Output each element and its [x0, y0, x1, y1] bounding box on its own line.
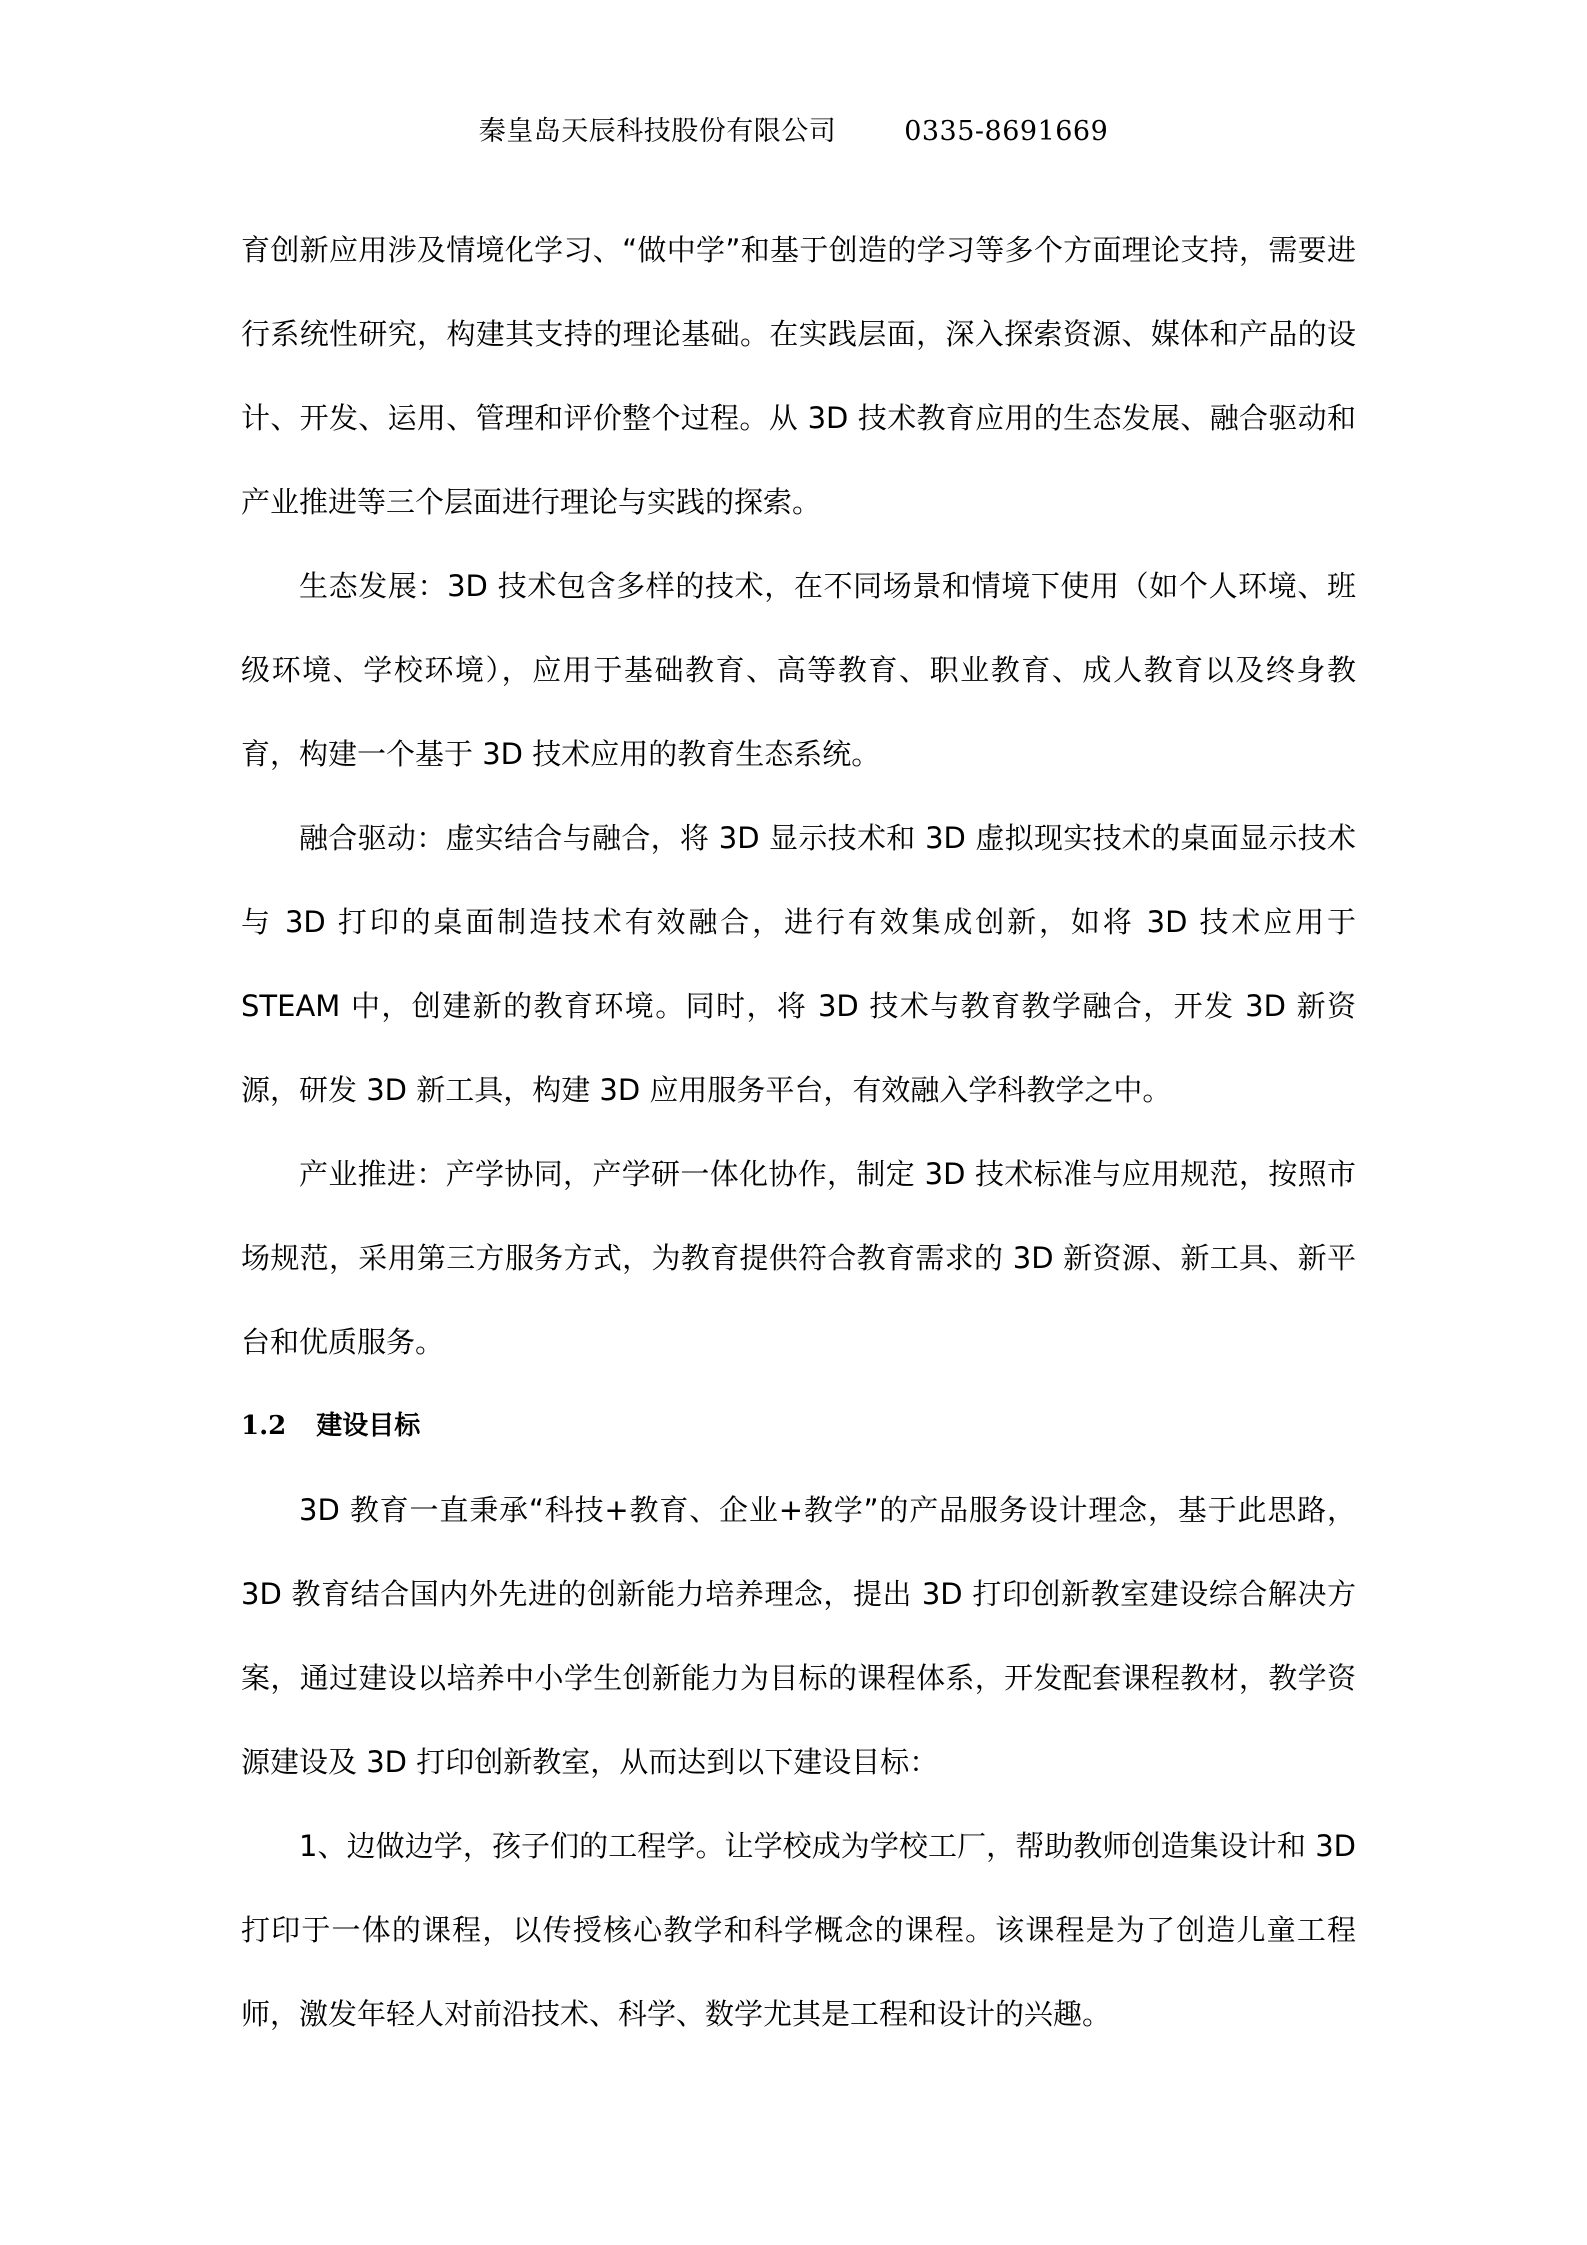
document-body	[241, 208, 1356, 2056]
section-number: 1.2	[241, 1411, 287, 1441]
paragraph-industry: 产业推进：产学协同，产学研一体化协作，制定 3D 技术标准与应用规范，按照市场规范，采用第三方服务方式，为教育提供符合教育需求的 3D 新资源、新工具、新平台和优质服务。	[241, 1157, 1356, 1359]
section-title: 建设目标	[316, 1411, 421, 1441]
header-company: 秦皇岛天辰科技股份有限公司	[478, 116, 837, 147]
paragraph-integration: 融合驱动：虚实结合与融合，将 3D 显示技术和 3D 虚拟现实技术的桌面显示技术与 3D 打印的桌面制造技术有效融合，进行有效集成创新，如将 3D 技术应用于 STEAM 中，创建新的教育环境。同时，将 3D 技术与教育教学融合，开发 3D 新资源，研发 3D 新工具，构建 3D 应用服务平台，有效融入学科教学之中。	[241, 821, 1356, 1107]
section-heading	[241, 1384, 1356, 1468]
paragraph-intro-continued: 育创新应用涉及情境化学习、“做中学”和基于创造的学习等多个方面理论支持，需要进行系统性研究，构建其支持的理论基础。在实践层面，深入探索资源、媒体和产品的设计、开发、运用、管理和评价整个过程。从 3D 技术教育应用的生态发展、融合驱动和产业推进等三个层面进行理论与实践的探索。	[241, 233, 1356, 519]
paragraph-ecology: 生态发展：3D 技术包含多样的技术，在不同场景和情境下使用（如个人环境、班级环境、学校环境），应用于基础教育、高等教育、职业教育、成人教育以及终身教育，构建一个基于 3D 技术应用的教育生态系统。	[241, 569, 1356, 771]
page-header	[0, 112, 1587, 152]
header-phone: 0335-8691669	[904, 116, 1109, 147]
paragraph-goal-1: 1、边做边学，孩子们的工程学。让学校成为学校工厂，帮助教师创造集设计和 3D 打印于一体的课程，以传授核心教学和科学概念的课程。该课程是为了创造儿童工程师，激发年轻人对前沿技术、科学、数学尤其是工程和设计的兴趣。	[241, 1829, 1356, 2031]
paragraph-goals-intro: 3D 教育一直秉承“科技+教育、企业+教学”的产品服务设计理念，基于此思路，3D 教育结合国内外先进的创新能力培养理念，提出 3D 打印创新教室建设综合解决方案，通过建设以培养中小学生创新能力为目标的课程体系，开发配套课程教材，教学资源建设及 3D 打印创新教室，从而达到以下建设目标：	[241, 1493, 1356, 1779]
